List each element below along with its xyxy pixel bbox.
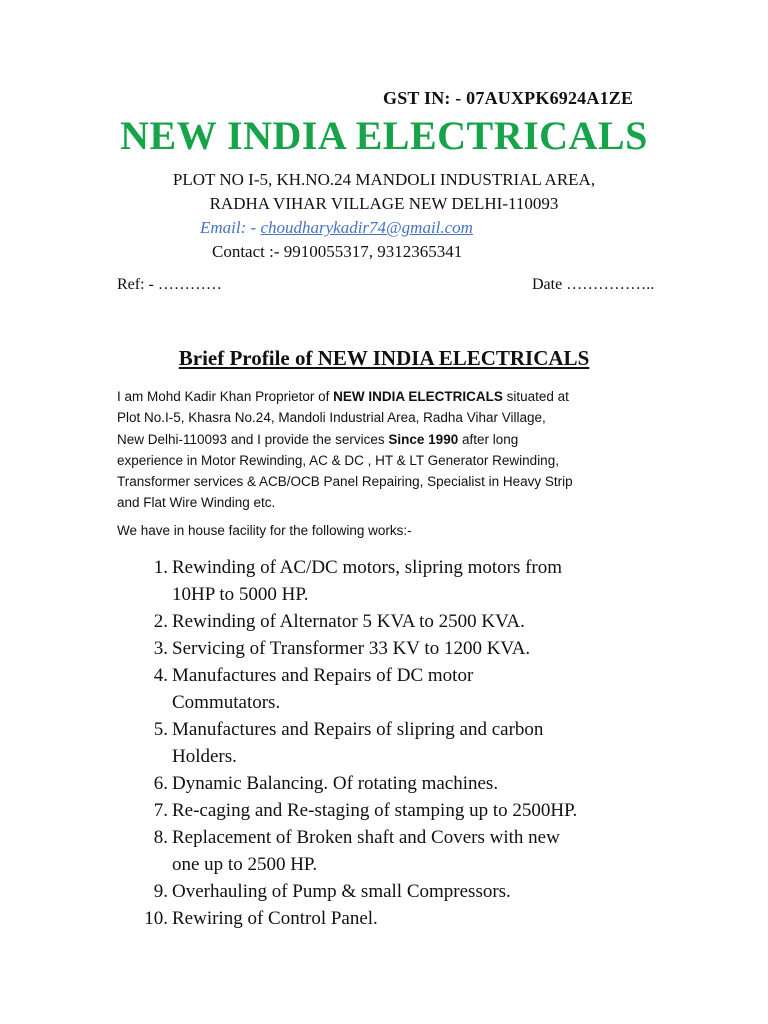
contact-line: Contact :- 9910055317, 9312365341 [212,242,463,261]
paragraph-text: situated at [502,389,569,404]
address-line-2: RADHA VIHAR VILLAGE NEW DELHI-110093 [209,194,559,213]
works-intro: We have in house facility for the following works:- [117,523,412,538]
paragraph-line: Transformer services & ACB/OCB Panel Repairing, Specialist in Heavy Strip [117,474,573,490]
item-number: 6. [153,773,168,794]
item-text: Holders. [172,746,237,767]
list-item [140,905,660,932]
item-text: Servicing of Transformer 33 KV to 1200 KVA. [172,638,531,659]
gst-number: GST IN: - 07AUXPK6924A1ZE [383,88,634,108]
profile-paragraph [117,386,657,514]
item-number: 8. [153,827,168,848]
works-list [140,554,660,932]
list-item [140,878,660,905]
email-label: Email: - [200,218,261,237]
paragraph-text: I am Mohd Kadir Khan Proprietor of [117,389,334,404]
item-text: Manufactures and Repairs of slipring and carbon [172,719,544,740]
item-number: 10. [144,908,168,929]
item-text: Rewinding of Alternator 5 KVA to 2500 KVA. [172,611,525,632]
item-number: 3. [153,638,168,659]
list-item [140,608,660,635]
company-name-bold: NEW INDIA ELECTRICALS [333,389,503,404]
item-text: Rewinding of AC/DC motors, slipring motors from [172,557,563,578]
paragraph-line: experience in Motor Rewinding, AC & DC , HT & LT Generator Rewinding, [117,452,559,468]
date-field: Date …………….. [532,276,655,293]
item-number: 1. [153,557,168,578]
list-item [140,662,660,716]
item-text: 10HP to 5000 HP. [172,584,309,605]
since-year-bold: Since 1990 [388,431,459,447]
item-number: 4. [153,665,168,686]
list-item [140,635,660,662]
item-text: one up to 2500 HP. [172,854,318,875]
item-text: Replacement of Broken shaft and Covers with new [172,827,560,848]
profile-heading: Brief Profile of NEW INDIA ELECTRICALS [178,346,590,370]
list-item [140,716,660,770]
list-item [140,770,660,797]
paragraph-text: New Delhi-110093 and I provide the services [117,431,389,447]
item-text: Dynamic Balancing. Of rotating machines. [172,773,499,794]
list-item [140,554,660,608]
list-item [140,797,660,824]
ref-field: Ref: - ………… [117,276,222,293]
email-link[interactable]: choudharykadir74@gmail.com [260,218,473,237]
item-number: 9. [153,881,168,902]
email-line [200,218,473,238]
item-text: Overhauling of Pump & small Compressors. [172,881,511,902]
item-number: 5. [153,719,168,740]
paragraph-line [117,429,657,450]
list-item [140,824,660,878]
item-text: Commutators. [172,692,281,713]
item-text: Manufactures and Repairs of DC motor [172,665,474,686]
item-text: Re-caging and Re-staging of stamping up to 2500HP. [172,800,578,821]
item-number: 2. [153,611,168,632]
paragraph-line: and Flat Wire Winding etc. [117,495,276,511]
item-number: 7. [153,800,168,821]
paragraph-line: Plot No.I-5, Khasra No.24, Mandoli Industrial Area, Radha Vihar Village, [117,410,546,426]
paragraph-line [117,386,657,407]
paragraph-text: after long [458,431,519,447]
address-line-1: PLOT NO I-5, KH.NO.24 MANDOLI INDUSTRIAL AREA, [172,170,596,189]
item-text: Rewiring of Control Panel. [172,908,378,929]
company-name: NEW INDIA ELECTRICALS [120,113,648,158]
